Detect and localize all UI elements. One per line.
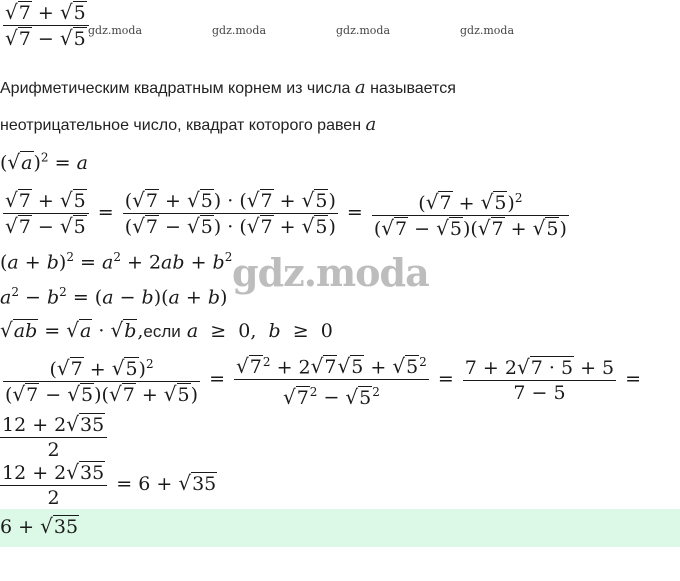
watermark-logo: gdz.moda [232,250,429,295]
watermark-label: gdz.moda [336,24,391,37]
difference-of-squares: $a^2 - b^2 = (a - b)(a + b)$ [0,285,228,309]
answer-box [0,509,680,547]
definition-line-1: Арифметическим квадратным корнем из числа a называется [0,77,456,98]
intermediate-fraction: $\frac{12 + 2√35}{2}$ [0,412,110,462]
sqrt-square-identity: $(√a)^2 = a$ [0,150,88,174]
conjugate-step: $\frac{√7 + √5}{√7 - √5}$ = $\frac{(√7 + √5) \cdot (√7 + √5)}{(√7 - √5) \cdot (√7 + √5)}$ = $\frac{(√7 + √5)^2}{(√7 - √5)(√7 + √5)}$ [0,186,572,241]
top-fraction [0,0,92,51]
square-of-sum: $(a + b)^2 = a^2 + 2ab + b^2$ [0,250,233,274]
definition-line-2: неотрицательное число, квадрат которого равен a [0,114,377,135]
final-answer: 6 + √35 [0,514,79,538]
product-of-roots: √ab = √a · √b,если a ≥ 0, b ≥ 0 [0,318,333,342]
watermark-label: gdz.moda [212,24,267,37]
fraction: $\frac{√7 + √5}{√7 - √5}$ [3,0,89,51]
expansion-step: $\frac{(√7 + √5)^2}{(√7 - √5)(√7 + √5)}$ = $\frac{√7^2 + 2√7√5 + √5^2}{√7^2 - √5^2}$ = $\frac{7 + 2√7 \cdot 5 + 5}{7 - 5}$ = [0,350,641,410]
simplified-result: $\frac{12 + 2√35}{2}$ = 6 + √35 [2,460,217,509]
watermark-label: gdz.moda [88,24,143,37]
watermark-label: gdz.moda [460,24,515,37]
